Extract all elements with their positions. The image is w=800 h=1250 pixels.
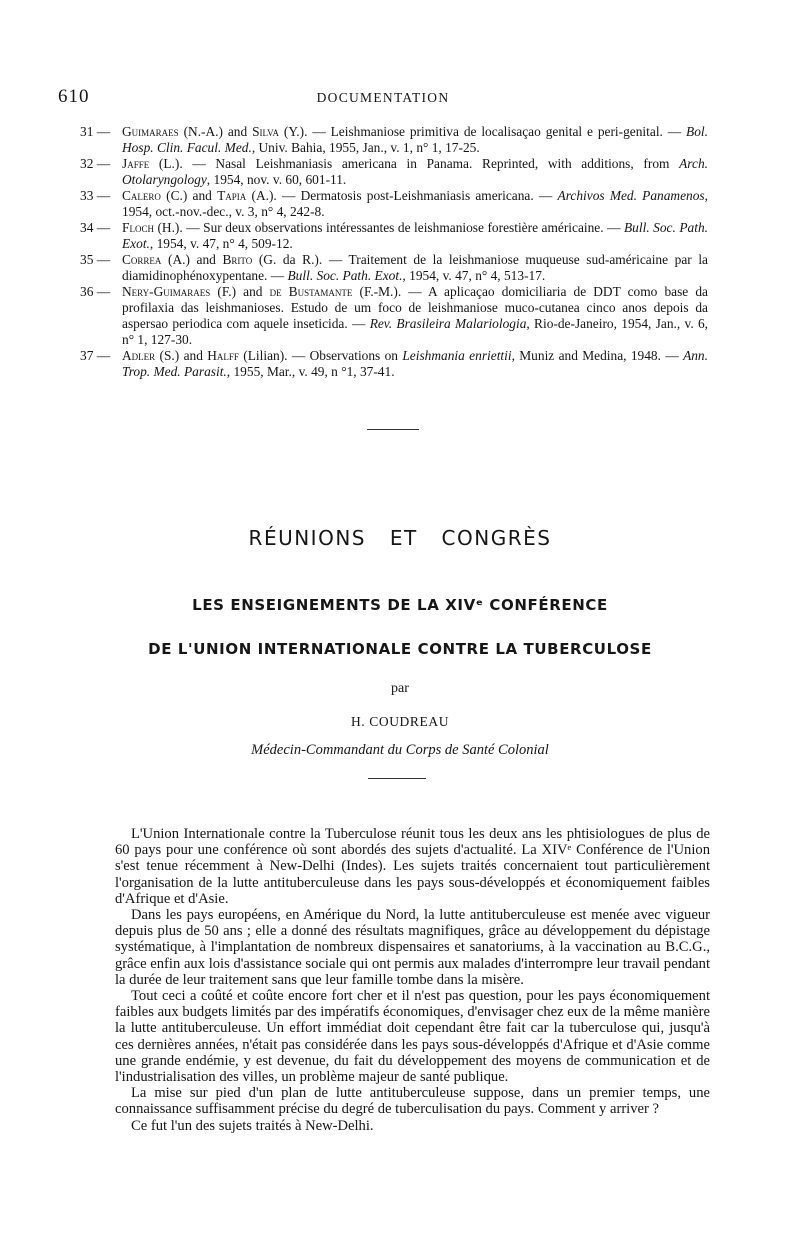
- reference-text: [122, 156, 708, 188]
- running-title: DOCUMENTATION: [316, 90, 450, 105]
- page-header: [58, 86, 708, 106]
- reference-number: 36 —: [80, 284, 111, 299]
- reference-text: [122, 188, 708, 220]
- reference-text: [122, 348, 708, 380]
- reference-text: [122, 124, 708, 156]
- reference-number: 34 —: [80, 220, 111, 235]
- reference-journal: Leishmania enriettii: [402, 348, 512, 363]
- reference-fragment: , 1954, oct.-nov.-dec., v. 3, n° 4, 242-8.: [122, 188, 709, 219]
- reference-journal: Arch. Otolaryngology: [122, 156, 708, 187]
- reference-author: Halff: [207, 348, 239, 363]
- reference-item: [80, 188, 708, 220]
- byline-par: par: [391, 681, 409, 696]
- reference-text: [122, 220, 708, 252]
- reference-fragment: (F.-M.). — A aplicaçao domiciliaria de DDT como base da profilaxia das leishmanioses. Estudo de um foco de leishmaniose muco-cutanea cinco anos depois da aspersao periodica com aquele inseticida. —: [122, 284, 708, 331]
- reference-fragment: , 1954, nov. v. 60, 601-11.: [206, 172, 347, 187]
- reference-fragment: (C.) and: [160, 188, 218, 203]
- separator-rule: [368, 778, 426, 779]
- page-number: 610: [58, 86, 90, 107]
- article-title-line-1: LES ENSEIGNEMENTS DE LA XIVᵉ CONFÉRENCE: [192, 596, 608, 614]
- reference-journal: Ann. Trop. Med. Parasit.: [122, 348, 708, 379]
- author-affiliation: Médecin-Commandant du Corps de Santé Colonial: [251, 742, 549, 758]
- reference-item: [80, 156, 708, 188]
- reference-number: 31 —: [80, 124, 111, 139]
- body-paragraph: L'Union Internationale contre la Tuberculose réunit tous les deux ans les phtisiologues de plus de 60 pays pour une conférence où sont abordés des sujets d'actualité. La XIVᵉ Conférence de l'Union s'est tenue récemment à New-Delhi (Indes). Les sujets traités concernaient tout particulièrement l'organisation de la lutte antituberculeuse dans les pays sous-développés et économiquement faibles d'Afrique et d'Asie.: [115, 826, 710, 907]
- reference-fragment: , 1954, v. 47, n° 4, 509-12.: [149, 236, 293, 251]
- reference-text: [122, 252, 708, 284]
- section-title: RÉUNIONS ET CONGRÈS: [248, 526, 552, 550]
- reference-fragment: (A.). — Dermatosis post-Leishmaniasis americana. —: [246, 188, 558, 203]
- separator-rule: [367, 429, 419, 430]
- reference-journal: Bull. Soc. Path. Exot.: [287, 268, 403, 283]
- reference-fragment: (L.). — Nasal Leishmaniasis americana in Panama. Reprinted, with additions, from: [149, 156, 680, 171]
- reference-item: [80, 284, 708, 348]
- reference-number: 33 —: [80, 188, 111, 203]
- reference-author: Jaffe: [122, 156, 150, 171]
- author-name: H. COUDREAU: [350, 714, 450, 729]
- reference-fragment: (S.) and: [155, 348, 208, 363]
- reference-fragment: (A.) and: [161, 252, 223, 267]
- reference-fragment: , 1954, v. 47, n° 4, 513-17.: [402, 268, 546, 283]
- reference-author: Floch: [122, 220, 154, 235]
- reference-journal: Bull. Soc. Path. Exot.: [122, 220, 708, 251]
- reference-author: Guimaraes: [122, 124, 179, 139]
- reference-fragment: (Y.). — Leishmaniose primitiva de localisaçao genital e peri-genital. —: [279, 124, 687, 139]
- reference-fragment: , 1955, Mar., v. 49, n °1, 37-41.: [226, 364, 395, 379]
- reference-fragment: (N.-A.) and: [178, 124, 253, 139]
- reference-list: [80, 124, 708, 380]
- article-body: [115, 826, 710, 1134]
- reference-fragment: (Lilian). — Observations on: [238, 348, 403, 363]
- article-title-line-2: DE L'UNION INTERNATIONALE CONTRE LA TUBERCULOSE: [148, 640, 652, 658]
- reference-fragment: , Rio-de-Janeiro, 1954, Jan., v. 6, n° 1, 127-30.: [122, 316, 708, 347]
- reference-fragment: , Muniz and Medina, 1948. —: [511, 348, 684, 363]
- reference-number: 37 —: [80, 348, 111, 363]
- reference-fragment: , Univ. Bahia, 1955, Jan., v. 1, n° 1, 17-25.: [251, 140, 480, 155]
- reference-fragment: (G. da R.). — Traitement de la leishmaniose muqueuse sud-américaine par la diamidinophénoxypentane. —: [122, 252, 708, 283]
- reference-author: Adler: [122, 348, 156, 363]
- reference-text: [122, 284, 708, 348]
- reference-item: [80, 348, 708, 380]
- body-paragraph: La mise sur pied d'un plan de lutte antituberculeuse suppose, dans un premier temps, une connaissance suffisamment précise du degré de tuberculisation du pays. Comment y arriver ?: [115, 1085, 710, 1118]
- reference-journal: Bol. Hosp. Clin. Facul. Med.: [122, 124, 708, 155]
- body-paragraph: Ce fut l'un des sujets traités à New-Delhi.: [131, 1117, 374, 1134]
- reference-number: 32 —: [80, 156, 111, 171]
- reference-author: Nery-Guimaraes: [122, 284, 211, 299]
- reference-author: Tapia: [217, 188, 247, 203]
- reference-item: [80, 252, 708, 284]
- reference-number: 35 —: [80, 252, 111, 267]
- reference-item: [80, 124, 708, 156]
- reference-author: Brito: [222, 252, 253, 267]
- reference-journal: Rev. Brasileira Malariologia: [369, 316, 527, 331]
- reference-journal: Archivos Med. Panamenos: [557, 188, 705, 203]
- reference-item: [80, 220, 708, 252]
- reference-fragment: (F.) and: [210, 284, 270, 299]
- body-paragraph: Dans les pays européens, en Amérique du Nord, la lutte antituberculeuse est menée avec vigueur depuis plus de 50 ans ; elle a donné des résultats magnifiques, grâce au développement du dépistage systématique, à l'implantation de nombreux dispensaires et sanatoriums, à la vaccination au B.C.G., grâce enfin aux lois d'assistance sociale qui ont permis aux malades d'interrompre leur travail pendant la durée de leur traitement sans que leur famille tombe dans la misère.: [115, 907, 710, 988]
- reference-fragment: (H.). — Sur deux observations intéressantes de leishmaniose forestière américaine. —: [153, 220, 624, 235]
- reference-author: Silva: [252, 124, 280, 139]
- reference-author: Correa: [122, 252, 162, 267]
- body-paragraph: Tout ceci a coûté et coûte encore fort cher et il n'est pas question, pour les pays économiquement faibles aux budgets limités par des impératifs économiques, d'envisager chez eux de la même manière la lutte antituberculeuse. Un effort immédiat doit cependant être fait car la tuberculose qui, jusqu'à ces dernières années, n'était pas considérée dans les pays sous-développés d'Afrique et d'Asie comme une grande endémie, y est devenue, du fait du développement des moyens de communication et de l'industrialisation des villes, un problème majeur de santé publique.: [115, 988, 710, 1086]
- reference-author: de Bustamante: [269, 284, 353, 299]
- reference-author: Calero: [122, 188, 161, 203]
